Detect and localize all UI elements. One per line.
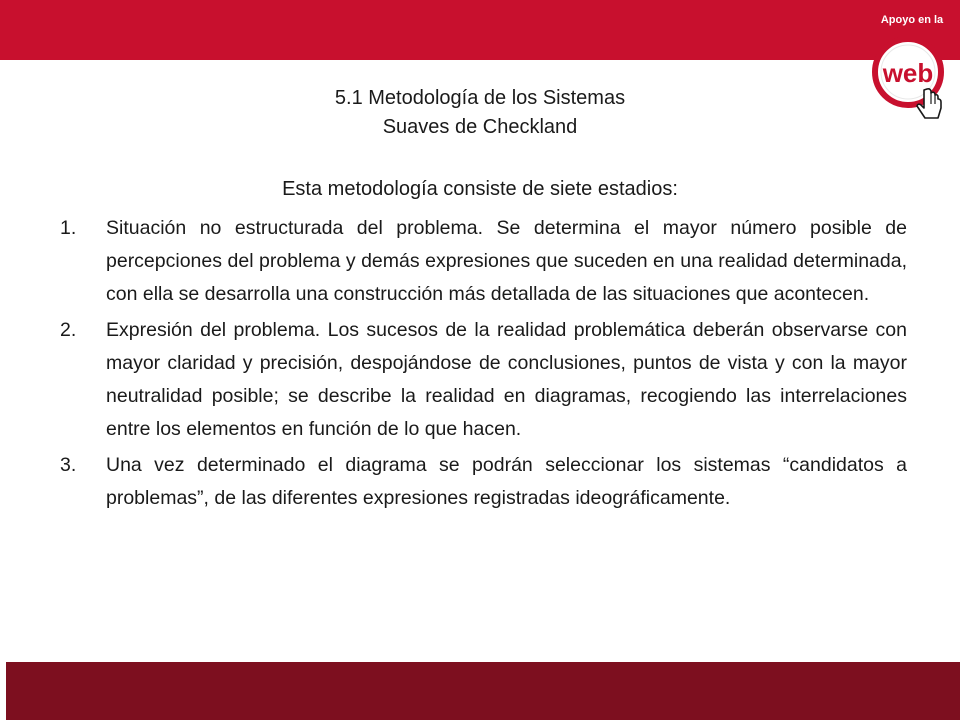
title-line-1: 5.1 Metodología de los Sistemas (334, 87, 626, 109)
title-line-2: Suaves de Checkland (382, 116, 578, 138)
item-text: Una vez determinado el diagrama se podrán seleccionar los sistemas “candidatos a problemas”, de las diferentes expresiones registradas ideográficamente. (106, 454, 907, 509)
bottom-banner-edge (0, 662, 6, 720)
intro-text: Esta metodología consiste de siete estadios: (282, 178, 678, 200)
logo-caption: Apoyo en la (880, 14, 944, 26)
list-item (60, 212, 907, 311)
item-number: 3. (60, 454, 77, 476)
list-item (60, 314, 907, 446)
list-item (60, 449, 907, 515)
item-text: Situación no estructurada del problema. Se determina el mayor número posible de percepciones del problema y demás expresiones que suceden en una realidad determinada, con ella se desarrolla una construcción más detallada de las situaciones que acontecen. (106, 217, 907, 305)
logo-word: web (882, 58, 934, 88)
bottom-banner (0, 662, 960, 720)
top-banner (0, 0, 960, 60)
slide-title (120, 84, 840, 142)
apoyo-web-logo[interactable] (872, 8, 952, 126)
item-number: 1. (60, 217, 77, 239)
item-text: Expresión del problema. Los sucesos de la realidad problemática deberán observarse con mayor claridad y precisión, despojándose de conclusiones, puntos de vista y con la mayor neutralidad posible; se describe la realidad en diagramas, recogiendo las interrelaciones entre los elementos en función de lo que hacen. (106, 319, 907, 440)
stages-list (60, 212, 907, 518)
item-number: 2. (60, 319, 77, 341)
